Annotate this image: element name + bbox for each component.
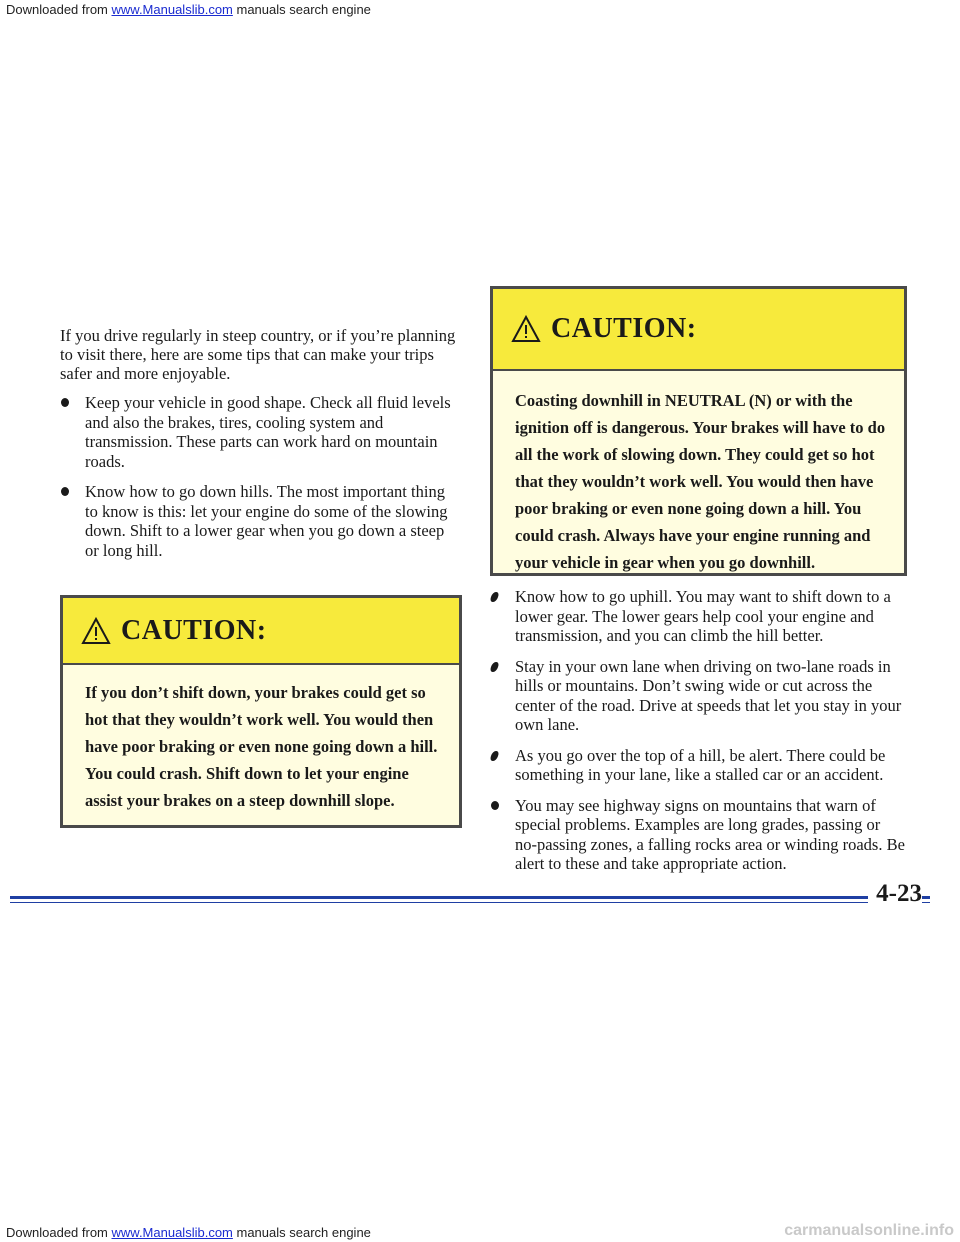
caution-box-coasting	[490, 286, 907, 576]
download-notice-top	[6, 2, 371, 17]
caution-header	[493, 289, 904, 371]
bullet-icon	[489, 592, 499, 602]
left-bullet-list	[60, 393, 460, 560]
caution-title: CAUTION:	[121, 614, 267, 646]
left-column	[60, 326, 460, 571]
bullet-text: Know how to go down hills. The most important thing to know is this: let your engine do some of the slowing down. Shift to a lower gear when you go down a steep or long hill.	[85, 482, 448, 560]
warning-triangle-icon	[511, 315, 541, 343]
caution-text: Coasting downhill in NEUTRAL (N) or with the ignition off is dangerous. Your brakes will have to do all the work of slowing down. They could get so hot that they wouldn’t work well. You would then have poor braking or even none going down a hill. You could crash. Always have your engine running and your vehicle in gear when you go downhill.	[515, 391, 886, 572]
manualslib-link[interactable]: www.Manualslib.com	[111, 1225, 233, 1240]
list-item	[490, 587, 905, 646]
watermark-text: carmanualsonline.info	[784, 1222, 954, 1239]
bullet-icon	[61, 487, 69, 496]
download-prefix: Downloaded from	[6, 2, 112, 17]
list-item	[490, 796, 905, 874]
caution-title: CAUTION:	[551, 313, 697, 344]
caution-text: If you don’t shift down, your brakes could get so hot that they wouldn’t work well. You would then have poor braking or even none going down a hill. You could crash. Shift down to let your engine assist your brakes on a steep downhill slope.	[85, 683, 438, 810]
download-suffix: manuals search engine	[232, 1225, 371, 1240]
warning-triangle-icon	[81, 617, 111, 645]
manualslib-link[interactable]: www.Manualslib.com	[111, 2, 233, 17]
caution-box-shift-down	[60, 595, 462, 828]
footer-rule	[10, 896, 930, 899]
list-item	[60, 393, 460, 471]
download-suffix: manuals search engine	[232, 2, 371, 17]
list-item	[60, 482, 460, 560]
caution-header	[63, 598, 459, 665]
bullet-text: Keep your vehicle in good shape. Check all fluid levels and also the brakes, tires, cooling system and transmission. These parts can work hard on mountain roads.	[85, 393, 451, 471]
bullet-text: You may see highway signs on mountains that warn of special problems. Examples are long grades, passing or no-passing zones, a falling rocks area or winding roads. Be alert to these and take appropriate action.	[515, 795, 905, 873]
download-notice-bottom	[6, 1225, 371, 1240]
intro-paragraph: If you drive regularly in steep country, or if you’re planning to visit there, here are some tips that can make your trips safer and more enjoyable.	[60, 326, 456, 383]
page-number: 4-23	[868, 880, 922, 908]
bullet-icon	[489, 751, 499, 761]
right-bullet-list	[490, 587, 905, 885]
bullet-icon	[489, 662, 499, 672]
download-prefix: Downloaded from	[6, 1225, 112, 1240]
list-item	[490, 746, 905, 785]
bullet-text: Stay in your own lane when driving on two-lane roads in hills or mountains. Don’t swing wide or cut across the center of the road. Drive at speeds that let you stay in your own lane.	[515, 656, 902, 734]
bullet-text: As you go over the top of a hill, be alert. There could be something in your lane, like a stalled car or an accident.	[515, 745, 886, 784]
bullet-icon	[491, 801, 499, 810]
bullet-text: Know how to go uphill. You may want to shift down to a lower gear. The lower gears help cool your engine and transmission, and you can climb the hill better.	[515, 587, 891, 645]
footer-rule-thin	[10, 902, 930, 903]
bullet-icon	[61, 398, 69, 407]
list-item	[490, 657, 905, 735]
